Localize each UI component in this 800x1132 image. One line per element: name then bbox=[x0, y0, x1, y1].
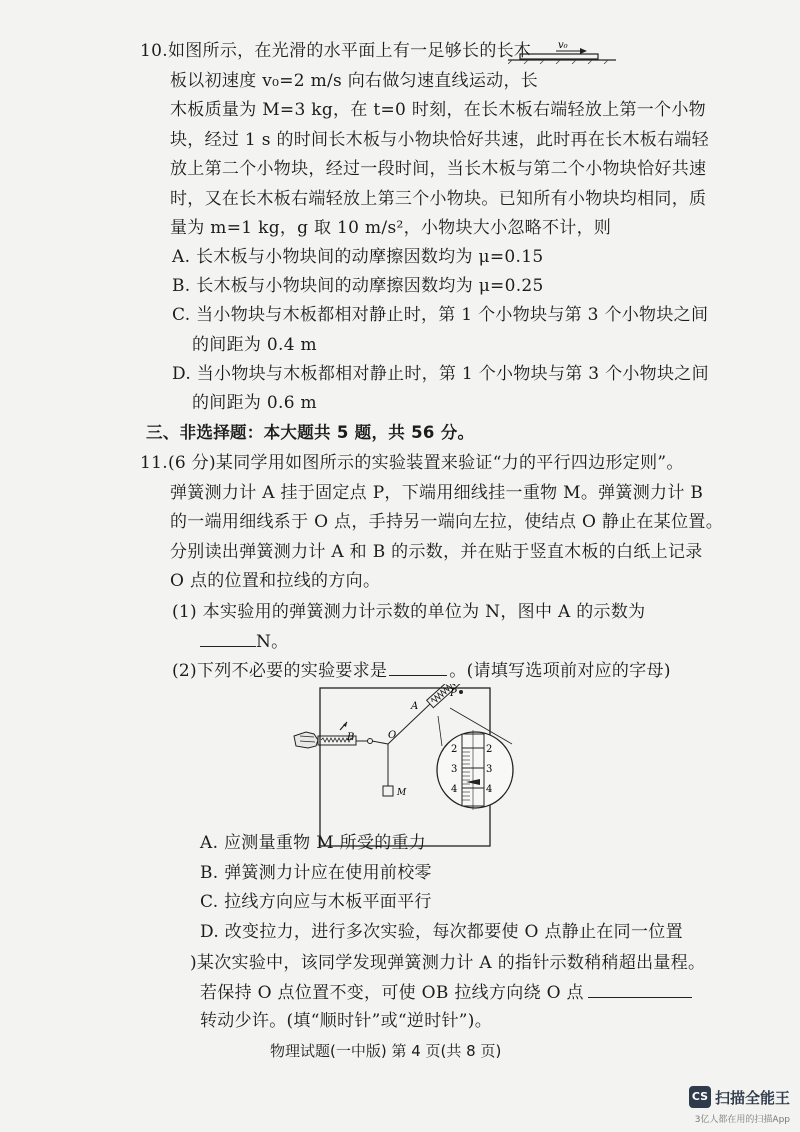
q11-line1: 11.(6 分)某同学用如图所示的实验装置来验证“力的平行四边形定则”。 bbox=[140, 453, 684, 473]
page-footer: 物理试题(一中版) 第 4 页(共 8 页) bbox=[270, 1042, 502, 1060]
answer-blank-1[interactable] bbox=[200, 630, 256, 647]
scanner-watermark bbox=[689, 1086, 790, 1125]
label-a: A bbox=[411, 701, 419, 712]
magnified-scale bbox=[437, 732, 513, 808]
scanner-logo-icon: CS bbox=[689, 1086, 711, 1108]
q10-line3: 木板质量为 M=3 kg，在 t=0 时刻，在长木板右端轻放上第一个小物 bbox=[170, 100, 706, 120]
q11-sub3-line2: 若保持 O 点位置不变，可使 OB 拉线方向绕 O 点 bbox=[200, 981, 692, 1004]
q10-option-d: D. 当小物块与木板都相对静止时，第 1 个小物块与第 3 个小物块之间 bbox=[172, 364, 709, 384]
label-m: M bbox=[397, 788, 407, 798]
q10-option-c: C. 当小物块与木板都相对静止时，第 1 个小物块与第 3 个小物块之间 bbox=[172, 305, 709, 325]
q10-option-d-cont: 的间距为 0.6 m bbox=[192, 393, 317, 413]
q11-line2: 弹簧测力计 A 挂于固定点 P，下端用细线挂一重物 M。弹簧测力计 B bbox=[170, 483, 704, 503]
q10-line1: 10.如图所示，在光滑的水平面上有一足够长的长木 bbox=[140, 41, 532, 61]
tick-label-3-right: 3 bbox=[486, 764, 493, 775]
tick-label-2: 2 bbox=[451, 744, 458, 755]
q10-line2: 板以初速度 v₀=2 m/s 向右做匀速直线运动，长 bbox=[170, 71, 539, 91]
q10-option-c-cont: 的间距为 0.4 m bbox=[192, 335, 317, 355]
q10-option-b: B. 长木板与小物块间的动摩擦因数均为 μ=0.25 bbox=[172, 276, 544, 296]
section-heading: 三、非选择题：本大题共 5 题，共 56 分。 bbox=[146, 423, 475, 442]
experiment-figure bbox=[290, 684, 530, 854]
q11-sub2: (2)下列不必要的实验要求是 。(请填写选项前对应的字母) bbox=[172, 661, 671, 681]
tick-label-2-right: 2 bbox=[486, 744, 493, 755]
hand-icon bbox=[294, 732, 318, 748]
q11-sub1: (1) 本实验用的弹簧测力计示数的单位为 N，图中 A 的示数为 bbox=[172, 602, 646, 622]
weight-m bbox=[383, 786, 393, 796]
q11-option-a: A. 应测量重物 M 所受的重力 bbox=[200, 833, 427, 853]
q11-option-d: D. 改变拉力，进行多次实验，每次都要使 O 点静止在同一位置 bbox=[200, 922, 683, 942]
label-o: O bbox=[388, 730, 397, 741]
label-p: P bbox=[450, 688, 457, 699]
q10-board-figure bbox=[508, 36, 618, 64]
q10-option-a: A. 长木板与小物块间的动摩擦因数均为 μ=0.15 bbox=[172, 247, 544, 267]
tick-label-3: 3 bbox=[451, 764, 458, 775]
answer-blank-2[interactable] bbox=[389, 659, 447, 676]
scanner-app-name: 扫描全能王 bbox=[714, 1088, 790, 1107]
q11-option-b: B. 弹簧测力计应在使用前校零 bbox=[200, 863, 432, 883]
q11-sub3-line3: 转动少许。(填“顺时针”或“逆时针”)。 bbox=[200, 1011, 493, 1031]
answer-blank-3[interactable] bbox=[588, 981, 692, 998]
q11-sub1-answer-line: N。 bbox=[200, 630, 288, 653]
q11-sub3-line1: )某次实验中，该同学发现弹簧测力计 A 的指针示数稍稍超出量程。 bbox=[190, 953, 706, 973]
q10-line7: 量为 m=1 kg，g 取 10 m/s²，小物块大小忽略不计，则 bbox=[170, 218, 612, 238]
q11-line3: 的一端用细线系于 O 点，手持另一端向左拉，使结点 O 静止在某位置。 bbox=[170, 512, 723, 532]
fixed-point-p bbox=[459, 690, 463, 694]
q10-velocity-label: v₀ bbox=[558, 40, 568, 51]
tick-label-4-right: 4 bbox=[486, 784, 493, 795]
q10-line4: 块，经过 1 s 的时间长木板与小物块恰好共速，此时再在长木板右端轻 bbox=[170, 130, 709, 150]
q10-line6: 时，又在长木板右端轻放上第三个小物块。已知所有小物块均相同，质 bbox=[170, 189, 707, 209]
q11-option-c: C. 拉线方向应与木板平面平行 bbox=[200, 892, 432, 912]
tick-label-4: 4 bbox=[451, 784, 458, 795]
q11-number: 11. bbox=[140, 453, 168, 473]
q11-line5: O 点的位置和拉线的方向。 bbox=[170, 571, 381, 591]
q11-line4: 分别读出弹簧测力计 A 和 B 的示数，并在贴于竖直木板的白纸上记录 bbox=[170, 542, 703, 562]
label-b: B bbox=[347, 732, 355, 743]
scanner-tagline: 3亿人都在用的扫描App bbox=[694, 1115, 790, 1125]
q10-line5: 放上第二个小物块，经过一段时间，当长木板与第二个小物块恰好共速 bbox=[170, 159, 707, 179]
q10-number: 10. bbox=[140, 41, 168, 61]
